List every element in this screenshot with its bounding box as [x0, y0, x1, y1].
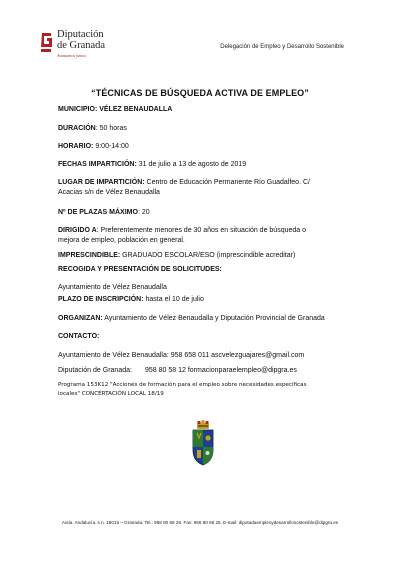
- duracion-value: : 50 horas: [95, 125, 127, 132]
- recogida-block: [58, 265, 344, 293]
- lugar-block: [58, 178, 344, 198]
- plazo-line: [58, 295, 344, 305]
- coat-of-arms-icon: [190, 420, 216, 466]
- lugar-label: LUGAR DE IMPARTICIÓN:: [58, 179, 145, 186]
- fechas-label: FECHAS IMPARTICIÓN:: [58, 161, 137, 168]
- document-title: “TÉCNICAS DE BÚSQUEDA ACTIVA DE EMPLEO”: [91, 88, 309, 98]
- logo-name: [57, 29, 105, 51]
- contacto-diputacion: [58, 366, 344, 376]
- plazo-label: PLAZO DE INSCRIPCIÓN:: [58, 296, 144, 303]
- imprescindible-label: IMPRESCINDIBLE:: [58, 252, 121, 259]
- programa-line1: Programa 153K12 "Acciones de formación para el empleo sobre necesidades específicas: [58, 382, 307, 388]
- fechas-value: 31 de julio a 13 de agosto de 2019: [136, 161, 247, 168]
- plazo-value: hasta el 10 de julio: [143, 296, 204, 303]
- diputacion-logo: [38, 28, 168, 72]
- dirigido-block: [58, 226, 344, 246]
- programa-block: [58, 381, 358, 399]
- duracion-label: DURACIÓN: [58, 125, 96, 132]
- imprescindible-value: GRADUADO ESCOLAR/ESO (imprescindible acreditar): [120, 252, 296, 259]
- plazas-line: [58, 208, 344, 218]
- logo-name-line1: Diputación: [57, 29, 104, 40]
- plazas-label: Nº DE PLAZAS MÁXIMO: [58, 209, 138, 216]
- dirigido-value-cont: mejora de empleo, población en general.: [58, 237, 185, 244]
- organizan-line: [58, 314, 344, 324]
- recogida-value: Ayuntamiento de Vélez Benaudalla: [58, 284, 167, 291]
- recogida-label: RECOGIDA Y PRESENTACIÓN DE SOLICITUDES:: [58, 266, 222, 273]
- horario-value: 9:00-14:00: [93, 143, 129, 150]
- logo-name-line2: de Granada: [57, 40, 106, 51]
- contacto-diputacion-entity: Diputación de Granada:: [58, 367, 132, 374]
- lugar-value-cont: Acacias s/n de Vélez Benaudalla: [58, 189, 160, 196]
- dirigido-value: : Preferentemente menores de 30 años en situación de búsqueda o: [96, 227, 307, 234]
- horario-label: HORARIO:: [58, 143, 94, 150]
- programa-line2: locales" CONCERTACIÓN LOCAL 18/19: [58, 391, 164, 397]
- horario-line: [58, 142, 344, 152]
- diputacion-g-icon: [38, 29, 54, 56]
- duracion-line: [58, 124, 344, 134]
- contacto-diputacion-info: 958 80 58 12 formacionparaelempleo@dipgra.es: [145, 367, 297, 374]
- dirigido-label: DIRIGIDO A: [58, 227, 97, 234]
- contacto-ayuntamiento: [58, 351, 344, 361]
- lugar-value: Centro de Educación Permanente Río Guadalfeo. C/: [144, 179, 310, 186]
- plazas-value: : 20: [137, 209, 150, 216]
- fechas-line: [58, 160, 344, 170]
- contacto-ayuntamiento-info: 958 658 011 ascvelezguajares@gmail.com: [168, 352, 305, 359]
- footer-contact: Avda. Andalucía, s.n. 18015 – Granada. Tel.: 958 80 58 26. Fax: 958 80 58 25. E-mail: diputadaempleoydesarrollosostenible@dipgra.es: [61, 520, 339, 525]
- organizan-label: ORGANIZAN:: [58, 315, 103, 322]
- imprescindible-line: [58, 251, 344, 261]
- logo-tagline: Avanzamos juntos: [57, 53, 86, 58]
- organizan-value: Ayuntamiento de Vélez Benaudalla y Diputación Provincial de Granada: [102, 315, 325, 322]
- municipio-line: MUNICIPIO: VÉLEZ BENAUDALLA: [58, 106, 173, 113]
- contacto-label: CONTACTO:: [58, 333, 100, 340]
- contacto-ayuntamiento-entity: Ayuntamiento de Vélez Benaudalla:: [58, 352, 169, 359]
- department-name: Delegación de Empleo y Desarrollo Sostenible: [220, 44, 344, 50]
